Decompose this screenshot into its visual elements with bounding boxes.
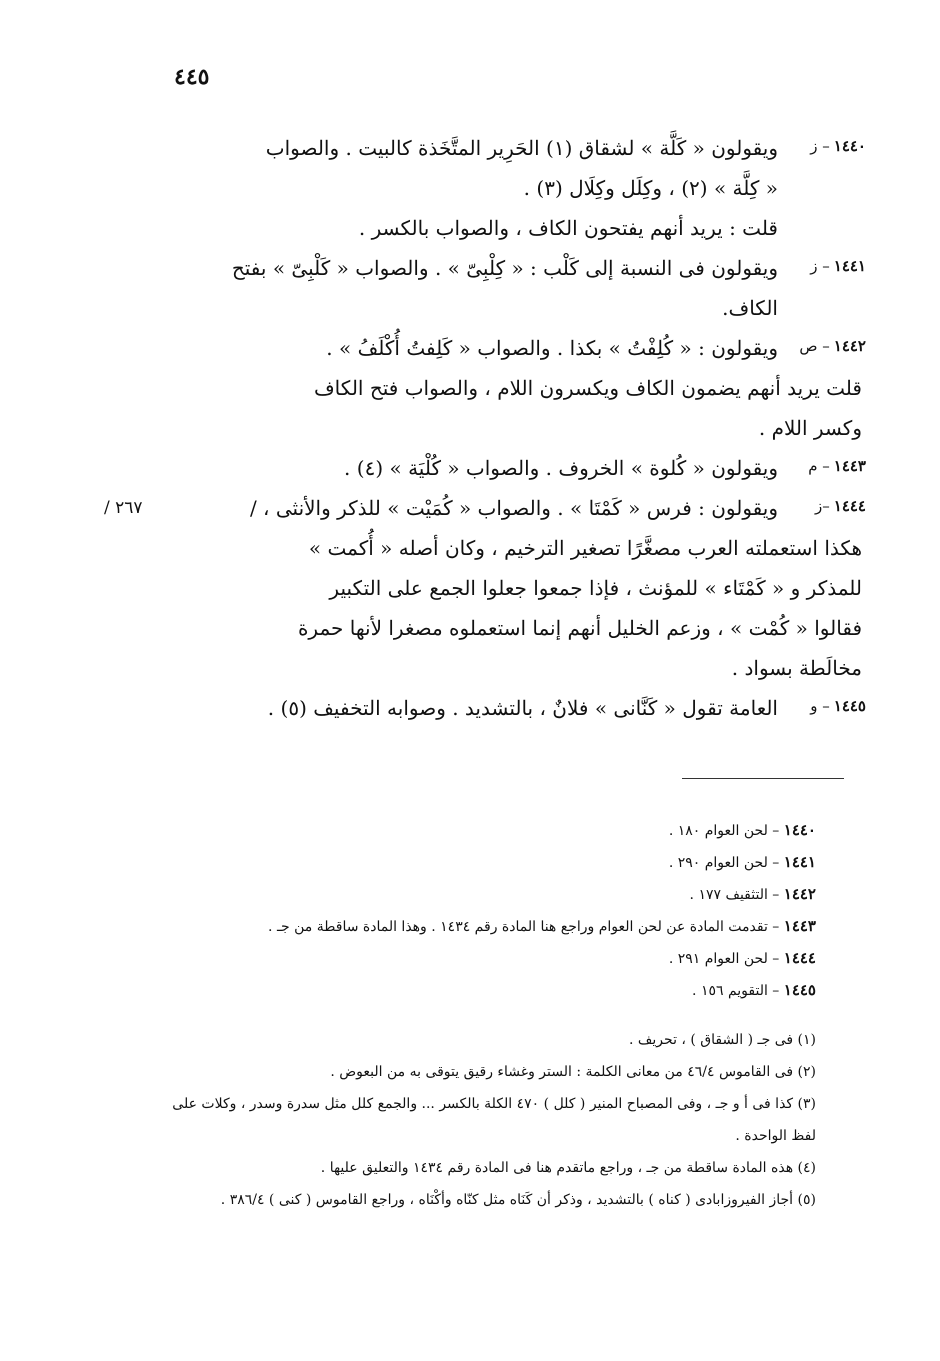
- entry-source: –ز: [815, 497, 830, 515]
- reference-line: ١٤٤٣ – تقدمت المادة عن لحن العوام وراجع هنا المادة رقم ١٤٣٤ . وهذا المادة ساقطة من جـ .: [268, 917, 816, 935]
- entry-1442: [150, 328, 866, 448]
- entry-line: ويقولون « كُلوة » الخروف . والصواب « كُلْيَة » (٤) .: [344, 456, 778, 480]
- reference-line: ١٤٤١ – لحن العوام ٢٩٠ .: [668, 853, 816, 871]
- entry-line: قلت يريد أنهم يضمون الكاف ويكسرون اللام ، والصواب فتح الكاف: [313, 376, 862, 400]
- entry-line: ويقولون فى النسبة إلى كَلْب : « كِلْبِىّ » . والصواب « كَلْبِىّ » بفتح: [231, 256, 778, 280]
- footnote: (٣) كذا فى أ و جـ ، وفى المصباح المنير ( كلل ) ٤٧٠ الكلة بالكسر ... والجمع كلل مثل سدرة وسدر ، وكلات على لفظ الواحدة .: [172, 1096, 816, 1144]
- entry-1441: [150, 248, 866, 328]
- entry-line: مخالَطة بسواد .: [731, 656, 862, 680]
- entry-number: ١٤٤٥– و: [810, 697, 866, 715]
- entry-number: ١٤٤١– ز: [810, 257, 866, 275]
- footnote-divider: [682, 778, 844, 779]
- footnotes: [150, 1024, 816, 1216]
- entry-line: ويقولون : « كُلِفْتُ » بكذا . والصواب « كَلِفتُ أُكْلَفُ » .: [326, 336, 778, 360]
- entries-section: [104, 128, 866, 728]
- entry-line: « كِلَّة » (٢) ، وكِلَل وكِلَال (٣) .: [523, 176, 778, 200]
- page-number: ٤٤٥: [174, 64, 210, 90]
- reference-line: ١٤٤٠ – لحن العوام ١٨٠ .: [668, 821, 816, 839]
- entry-number: ١٤٤٤–ز: [815, 497, 866, 515]
- entry-1445: [150, 688, 866, 728]
- entry-source: – ز: [810, 137, 830, 155]
- entry-number: ١٤٤٠– ز: [810, 137, 866, 155]
- entry-line: للمذكر و « كَمْتَاء » للمؤنث ، فإذا جمعوا جعلوا الجمع على التكبير: [329, 576, 862, 600]
- footnote: (٤) هذه المادة ساقطة من جـ ، وراجع ماتقدم هنا فى المادة رقم ١٤٣٤ والتعليق عليها .: [320, 1160, 816, 1176]
- reference-line: ١٤٤٤ – لحن العوام ٢٩١ .: [668, 949, 816, 967]
- reference-line: ١٤٤٢ – التثقيف ١٧٧ .: [689, 885, 816, 903]
- entry-line: فقالوا « كُمْت » ، وزعم الخليل أنهم إنما استعملوه مصغرا لأنها حمرة: [297, 616, 862, 640]
- reference-line: ١٤٤٥ – التقويم ١٥٦ .: [692, 981, 816, 999]
- entry-1443: [150, 448, 866, 488]
- source-references: [150, 814, 816, 1006]
- entry-line: العامة تقول « كَنَّانى » فلانٌ ، بالتشديد . وصوابه التخفيف (٥) .: [267, 696, 778, 720]
- footnote: (٥) أجاز الفيروزابادى ( كناه ) بالتشديد ، وذكر أن كَنَاه مثل كنّاه وأكْنَاه ، وراجع القاموس ( كنى ) ٣٨٦/٤ .: [220, 1192, 816, 1208]
- footnote: (١) فى جـ ( الشقاق ) ، تحريف .: [629, 1032, 816, 1048]
- entry-line: هكذا استعملته العرب مصغَّرًا تصغير الترخيم ، وكان أصله « أُكمت »: [308, 536, 862, 560]
- footnote: (٢) فى القاموس ٤٦/٤ من معانى الكلمة : الستر وغشاء رقيق يتوقى به من البعوض .: [330, 1064, 816, 1080]
- entry-source: – ص: [799, 337, 830, 355]
- entry-1440: [150, 128, 866, 248]
- entry-line: ويقولون : فرس « كَمْتَا » . والصواب « كُمَيْت » للذكر والأنثى ، /: [249, 496, 778, 520]
- entry-1444: [104, 488, 866, 688]
- entry-line: وكسر اللام .: [758, 416, 862, 440]
- entry-source: – م: [808, 457, 830, 475]
- entry-source: – و: [810, 697, 830, 715]
- entry-line: الكاف.: [722, 296, 778, 320]
- margin-folio-note: ٢٦٧ /: [104, 498, 143, 518]
- entry-line: قلت : يريد أنهم يفتحون الكاف ، والصواب بالكسر .: [358, 216, 778, 240]
- entry-number: ١٤٤٢– ص: [799, 337, 866, 355]
- entry-source: – ز: [810, 257, 830, 275]
- entry-line: ويقولون « كَلَّة » لشقاق (١) الحَرِير المتَّخَذة كالبيت . والصواب: [265, 136, 778, 160]
- entry-number: ١٤٤٣– م: [808, 457, 866, 475]
